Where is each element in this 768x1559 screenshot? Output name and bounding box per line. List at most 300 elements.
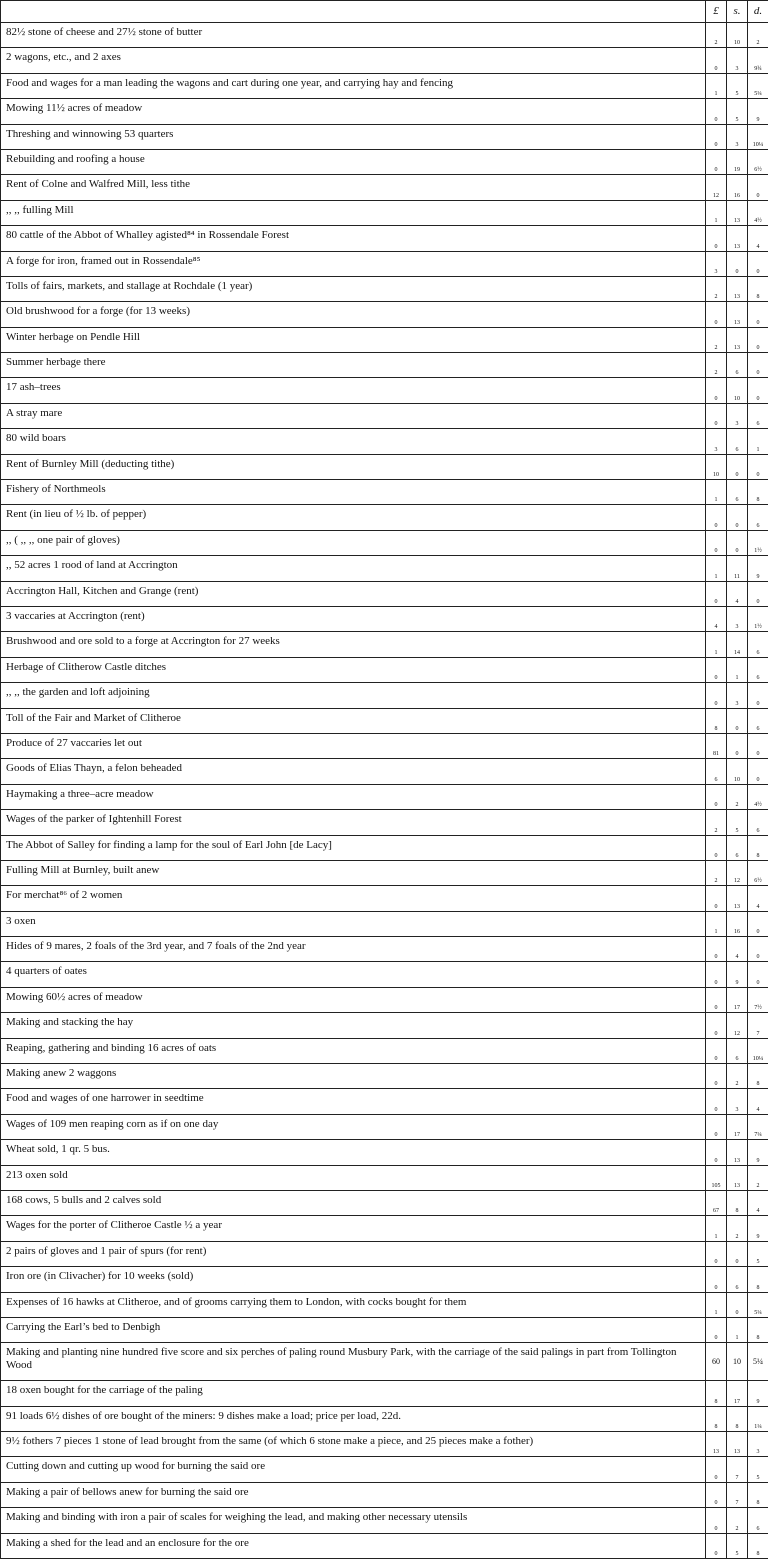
item-cell: ,, ( ,, ,, one pair of gloves) — [1, 530, 706, 555]
item-cell: 213 oxen sold — [1, 1165, 706, 1190]
pence-cell: 0 — [748, 378, 768, 403]
table-row — [1, 1406, 768, 1431]
pence-cell: 5¼ — [748, 73, 768, 98]
pounds-cell: 0 — [706, 1482, 727, 1507]
pounds-cell: 1 — [706, 632, 727, 657]
pence-cell: 0 — [748, 353, 768, 378]
item-cell: Rent of Burnley Mill (deducting tithe) — [1, 454, 706, 479]
shillings-cell: 1 — [727, 1317, 748, 1342]
item-cell: 2 pairs of gloves and 1 pair of spurs (for rent) — [1, 1241, 706, 1266]
item-cell: 168 cows, 5 bulls and 2 calves sold — [1, 1190, 706, 1215]
shillings-cell: 6 — [727, 480, 748, 505]
item-cell: Making and stacking the hay — [1, 1013, 706, 1038]
table-row — [1, 1317, 768, 1342]
table-row — [1, 759, 768, 784]
table-row — [1, 454, 768, 479]
table-row — [1, 1038, 768, 1063]
shillings-cell: 0 — [727, 530, 748, 555]
table-body — [1, 23, 768, 1559]
shillings-cell: 16 — [727, 175, 748, 200]
table-row — [1, 962, 768, 987]
item-cell: Making and planting nine hundred five score and six perches of paling round Musbury Park, with the carriage of the said palings in part from Tollington Wood — [1, 1343, 706, 1381]
pence-cell: 8 — [748, 1267, 768, 1292]
item-cell: Rebuilding and roofing a house — [1, 149, 706, 174]
table-row — [1, 429, 768, 454]
table-row — [1, 1533, 768, 1558]
pounds-cell: 0 — [706, 1114, 727, 1139]
table-row — [1, 1190, 768, 1215]
table-row — [1, 378, 768, 403]
item-cell: Food and wages of one harrower in seedtime — [1, 1089, 706, 1114]
header-shillings: s. — [727, 1, 748, 23]
shillings-cell: 10 — [727, 1343, 748, 1381]
shillings-cell: 3 — [727, 48, 748, 73]
pence-cell: 5 — [748, 1457, 768, 1482]
pence-cell: 8 — [748, 1064, 768, 1089]
pence-cell: 1 — [748, 429, 768, 454]
pence-cell: 4 — [748, 1190, 768, 1215]
pounds-cell: 0 — [706, 403, 727, 428]
pence-cell: 9 — [748, 1381, 768, 1406]
pounds-cell: 0 — [706, 1064, 727, 1089]
item-cell: Produce of 27 vaccaries let out — [1, 733, 706, 758]
pounds-cell: 0 — [706, 1457, 727, 1482]
shillings-cell: 0 — [727, 505, 748, 530]
pounds-cell: 12 — [706, 175, 727, 200]
item-cell: Hides of 9 mares, 2 foals of the 3rd year, and 7 foals of the 2nd year — [1, 937, 706, 962]
item-cell: Summer herbage there — [1, 353, 706, 378]
pounds-cell: 0 — [706, 1089, 727, 1114]
item-cell: 2 wagons, etc., and 2 axes — [1, 48, 706, 73]
shillings-cell: 0 — [727, 454, 748, 479]
item-cell: Brushwood and ore sold to a forge at Accrington for 27 weeks — [1, 632, 706, 657]
item-cell: Wages for the porter of Clitheroe Castle ½ a year — [1, 1216, 706, 1241]
pounds-cell: 2 — [706, 276, 727, 301]
item-cell: Making a pair of bellows anew for burning the said ore — [1, 1482, 706, 1507]
table-row — [1, 1241, 768, 1266]
table-row — [1, 886, 768, 911]
pounds-cell: 81 — [706, 733, 727, 758]
pence-cell: 6 — [748, 632, 768, 657]
table-row — [1, 860, 768, 885]
shillings-cell: 13 — [727, 200, 748, 225]
item-cell: Mowing 11½ acres of meadow — [1, 99, 706, 124]
pounds-cell: 13 — [706, 1432, 727, 1457]
pounds-cell: 0 — [706, 937, 727, 962]
item-cell: Wages of the parker of Ightenhill Forest — [1, 810, 706, 835]
table-row — [1, 327, 768, 352]
item-cell: The Abbot of Salley for finding a lamp for the soul of Earl John [de Lacy] — [1, 835, 706, 860]
pounds-cell: 0 — [706, 99, 727, 124]
pence-cell: 6 — [748, 403, 768, 428]
pence-cell: 1¼ — [748, 1406, 768, 1431]
item-cell: Threshing and winnowing 53 quarters — [1, 124, 706, 149]
shillings-cell: 0 — [727, 251, 748, 276]
shillings-cell: 5 — [727, 99, 748, 124]
shillings-cell: 13 — [727, 1432, 748, 1457]
pounds-cell: 4 — [706, 606, 727, 631]
shillings-cell: 11 — [727, 556, 748, 581]
shillings-cell: 13 — [727, 226, 748, 251]
pounds-cell: 0 — [706, 886, 727, 911]
table-row — [1, 175, 768, 200]
shillings-cell: 2 — [727, 1064, 748, 1089]
item-cell: 80 wild boars — [1, 429, 706, 454]
pounds-cell: 8 — [706, 708, 727, 733]
pounds-cell: 0 — [706, 48, 727, 73]
shillings-cell: 6 — [727, 1038, 748, 1063]
table-row — [1, 1216, 768, 1241]
item-cell: ,, 52 acres 1 rood of land at Accrington — [1, 556, 706, 581]
pence-cell: 9 — [748, 99, 768, 124]
shillings-cell: 17 — [727, 1114, 748, 1139]
shillings-cell: 13 — [727, 327, 748, 352]
pence-cell: 5¼ — [748, 1292, 768, 1317]
pounds-cell: 1 — [706, 200, 727, 225]
table-row — [1, 581, 768, 606]
item-cell: ,, ,, the garden and loft adjoining — [1, 683, 706, 708]
pounds-cell: 0 — [706, 1038, 727, 1063]
item-cell: Making and binding with iron a pair of scales for weighing the lead, and making other necessary utensils — [1, 1508, 706, 1533]
pounds-cell: 6 — [706, 759, 727, 784]
shillings-cell: 7 — [727, 1457, 748, 1482]
shillings-cell: 17 — [727, 987, 748, 1012]
pounds-cell: 0 — [706, 124, 727, 149]
shillings-cell: 9 — [727, 962, 748, 987]
pence-cell: 9 — [748, 556, 768, 581]
item-cell: Goods of Elias Thayn, a felon beheaded — [1, 759, 706, 784]
pounds-cell: 1 — [706, 480, 727, 505]
item-cell: Fishery of Northmeols — [1, 480, 706, 505]
table-row — [1, 733, 768, 758]
item-cell: 82½ stone of cheese and 27½ stone of butter — [1, 23, 706, 48]
table-row — [1, 810, 768, 835]
shillings-cell: 12 — [727, 860, 748, 885]
pence-cell: 0 — [748, 733, 768, 758]
pence-cell: 8 — [748, 1482, 768, 1507]
table-row — [1, 48, 768, 73]
pounds-cell: 8 — [706, 1381, 727, 1406]
pence-cell: 8 — [748, 276, 768, 301]
pounds-cell: 0 — [706, 657, 727, 682]
pence-cell: 6 — [748, 1508, 768, 1533]
table-row — [1, 200, 768, 225]
pence-cell: 10¼ — [748, 1038, 768, 1063]
header-pence: d. — [748, 1, 768, 23]
item-cell: For merchat⁸⁶ of 2 women — [1, 886, 706, 911]
table-row — [1, 835, 768, 860]
table-row — [1, 1482, 768, 1507]
table-row — [1, 1064, 768, 1089]
shillings-cell: 17 — [727, 1381, 748, 1406]
table-row — [1, 1089, 768, 1114]
shillings-cell: 3 — [727, 124, 748, 149]
table-row — [1, 276, 768, 301]
table-row — [1, 403, 768, 428]
shillings-cell: 13 — [727, 886, 748, 911]
item-cell: Accrington Hall, Kitchen and Grange (rent) — [1, 581, 706, 606]
pence-cell: 6 — [748, 505, 768, 530]
table-row — [1, 1343, 768, 1381]
table-row — [1, 1165, 768, 1190]
shillings-cell: 0 — [727, 1241, 748, 1266]
table-row — [1, 1140, 768, 1165]
pence-cell: 4½ — [748, 200, 768, 225]
pounds-cell: 60 — [706, 1343, 727, 1381]
pence-cell: 8 — [748, 1533, 768, 1558]
pence-cell: 6½ — [748, 149, 768, 174]
table-row — [1, 505, 768, 530]
shillings-cell: 5 — [727, 73, 748, 98]
item-cell: Toll of the Fair and Market of Clitheroe — [1, 708, 706, 733]
shillings-cell: 4 — [727, 581, 748, 606]
pence-cell: 0 — [748, 251, 768, 276]
item-cell: Wheat sold, 1 qr. 5 bus. — [1, 1140, 706, 1165]
table-row — [1, 1508, 768, 1533]
pounds-cell: 2 — [706, 23, 727, 48]
item-cell: 3 vaccaries at Accrington (rent) — [1, 606, 706, 631]
item-cell: 17 ash–trees — [1, 378, 706, 403]
pounds-cell: 1 — [706, 73, 727, 98]
item-cell: 4 quarters of oates — [1, 962, 706, 987]
table-row — [1, 606, 768, 631]
table-row — [1, 251, 768, 276]
table-row — [1, 353, 768, 378]
pounds-cell: 0 — [706, 1267, 727, 1292]
pence-cell: 4 — [748, 1089, 768, 1114]
pence-cell: 9 — [748, 1140, 768, 1165]
shillings-cell: 2 — [727, 1508, 748, 1533]
shillings-cell: 0 — [727, 733, 748, 758]
pence-cell: 10¼ — [748, 124, 768, 149]
shillings-cell: 2 — [727, 1216, 748, 1241]
table-row — [1, 987, 768, 1012]
pounds-cell: 0 — [706, 1533, 727, 1558]
shillings-cell: 13 — [727, 1165, 748, 1190]
item-cell: Making anew 2 waggons — [1, 1064, 706, 1089]
pence-cell: 7½ — [748, 987, 768, 1012]
table-row — [1, 302, 768, 327]
pence-cell: 1½ — [748, 606, 768, 631]
pounds-cell: 0 — [706, 530, 727, 555]
pence-cell: 2 — [748, 1165, 768, 1190]
pounds-cell: 1 — [706, 911, 727, 936]
pence-cell: 0 — [748, 937, 768, 962]
pounds-cell: 0 — [706, 505, 727, 530]
shillings-cell: 4 — [727, 937, 748, 962]
pence-cell: 8 — [748, 1317, 768, 1342]
shillings-cell: 14 — [727, 632, 748, 657]
table-row — [1, 683, 768, 708]
pence-cell: 6 — [748, 708, 768, 733]
pounds-cell: 0 — [706, 683, 727, 708]
pounds-cell: 0 — [706, 378, 727, 403]
pounds-cell: 0 — [706, 987, 727, 1012]
header-item — [1, 1, 706, 23]
item-cell: Reaping, gathering and binding 16 acres of oats — [1, 1038, 706, 1063]
pence-cell: 3 — [748, 1432, 768, 1457]
table-row — [1, 226, 768, 251]
shillings-cell: 13 — [727, 1140, 748, 1165]
shillings-cell: 5 — [727, 810, 748, 835]
item-cell: Tolls of fairs, markets, and stallage at Rochdale (1 year) — [1, 276, 706, 301]
pence-cell: 1½ — [748, 530, 768, 555]
table-row — [1, 1457, 768, 1482]
shillings-cell: 7 — [727, 1482, 748, 1507]
table-row — [1, 1114, 768, 1139]
pence-cell: 0 — [748, 911, 768, 936]
pounds-cell: 0 — [706, 962, 727, 987]
shillings-cell: 3 — [727, 1089, 748, 1114]
shillings-cell: 0 — [727, 708, 748, 733]
item-cell: Making a shed for the lead and an enclosure for the ore — [1, 1533, 706, 1558]
table-row — [1, 632, 768, 657]
pence-cell: 2 — [748, 23, 768, 48]
item-cell: Expenses of 16 hawks at Clitheroe, and of grooms carrying them to London, with cocks bought for them — [1, 1292, 706, 1317]
pounds-cell: 0 — [706, 581, 727, 606]
item-cell: ,, ,, fulling Mill — [1, 200, 706, 225]
item-cell: Haymaking a three–acre meadow — [1, 784, 706, 809]
item-cell: Rent (in lieu of ½ lb. of pepper) — [1, 505, 706, 530]
header-pounds: £ — [706, 1, 727, 23]
table-row — [1, 1381, 768, 1406]
shillings-cell: 8 — [727, 1406, 748, 1431]
pounds-cell: 3 — [706, 251, 727, 276]
pence-cell: 7 — [748, 1013, 768, 1038]
pence-cell: 0 — [748, 454, 768, 479]
shillings-cell: 3 — [727, 606, 748, 631]
item-cell: 80 cattle of the Abbot of Whalley agisted⁸⁴ in Rossendale Forest — [1, 226, 706, 251]
shillings-cell: 1 — [727, 657, 748, 682]
item-cell: 91 loads 6½ dishes of ore bought of the miners: 9 dishes make a load; price per load, 22d. — [1, 1406, 706, 1431]
shillings-cell: 10 — [727, 23, 748, 48]
shillings-cell: 5 — [727, 1533, 748, 1558]
table-row — [1, 149, 768, 174]
table-row — [1, 937, 768, 962]
shillings-cell: 3 — [727, 683, 748, 708]
pence-cell: 9 — [748, 1216, 768, 1241]
table-row — [1, 99, 768, 124]
item-cell: Winter herbage on Pendle Hill — [1, 327, 706, 352]
pence-cell: 0 — [748, 175, 768, 200]
shillings-cell: 19 — [727, 149, 748, 174]
shillings-cell: 10 — [727, 378, 748, 403]
pounds-cell: 3 — [706, 429, 727, 454]
pence-cell: 0 — [748, 302, 768, 327]
pounds-cell: 2 — [706, 353, 727, 378]
table-row — [1, 708, 768, 733]
item-cell: Food and wages for a man leading the wagons and cart during one year, and carrying hay and fencing — [1, 73, 706, 98]
table-row — [1, 23, 768, 48]
item-cell: Cutting down and cutting up wood for burning the said ore — [1, 1457, 706, 1482]
pence-cell: 7¼ — [748, 1114, 768, 1139]
shillings-cell: 6 — [727, 835, 748, 860]
table-row — [1, 1267, 768, 1292]
shillings-cell: 12 — [727, 1013, 748, 1038]
shillings-cell: 2 — [727, 784, 748, 809]
pence-cell: 0 — [748, 962, 768, 987]
pence-cell: 0 — [748, 327, 768, 352]
pence-cell: 4½ — [748, 784, 768, 809]
table-row — [1, 911, 768, 936]
pence-cell: 0 — [748, 759, 768, 784]
pounds-cell: 0 — [706, 1508, 727, 1533]
pence-cell: 8 — [748, 835, 768, 860]
pence-cell: 0 — [748, 581, 768, 606]
pounds-cell: 0 — [706, 1013, 727, 1038]
item-cell: Herbage of Clitherow Castle ditches — [1, 657, 706, 682]
pounds-cell: 1 — [706, 1216, 727, 1241]
shillings-cell: 6 — [727, 1267, 748, 1292]
table-row — [1, 1292, 768, 1317]
table-row — [1, 784, 768, 809]
pence-cell: 6½ — [748, 860, 768, 885]
pounds-cell: 1 — [706, 556, 727, 581]
pounds-cell: 0 — [706, 1241, 727, 1266]
item-cell: 3 oxen — [1, 911, 706, 936]
shillings-cell: 6 — [727, 429, 748, 454]
pounds-cell: 0 — [706, 149, 727, 174]
item-cell: Fulling Mill at Burnley, built anew — [1, 860, 706, 885]
pounds-cell: 0 — [706, 302, 727, 327]
pounds-cell: 105 — [706, 1165, 727, 1190]
shillings-cell: 6 — [727, 353, 748, 378]
shillings-cell: 0 — [727, 1292, 748, 1317]
pence-cell: 6 — [748, 810, 768, 835]
pence-cell: 9¾ — [748, 48, 768, 73]
pounds-cell: 67 — [706, 1190, 727, 1215]
table-row — [1, 556, 768, 581]
shillings-cell: 16 — [727, 911, 748, 936]
item-cell: Mowing 60½ acres of meadow — [1, 987, 706, 1012]
pence-cell: 5¼ — [748, 1343, 768, 1381]
pounds-cell: 10 — [706, 454, 727, 479]
item-cell: 18 oxen bought for the carriage of the paling — [1, 1381, 706, 1406]
item-cell: Carrying the Earl’s bed to Denbigh — [1, 1317, 706, 1342]
table-row — [1, 480, 768, 505]
pounds-cell: 0 — [706, 1317, 727, 1342]
item-cell: 9½ fothers 7 pieces 1 stone of lead brought from the same (of which 6 stone make a piece, and 25 pieces make a fother) — [1, 1432, 706, 1457]
item-cell: A forge for iron, framed out in Rossendale⁸⁵ — [1, 251, 706, 276]
shillings-cell: 3 — [727, 403, 748, 428]
table-row — [1, 1013, 768, 1038]
table-row — [1, 124, 768, 149]
pounds-cell: 8 — [706, 1406, 727, 1431]
shillings-cell: 8 — [727, 1190, 748, 1215]
table-row — [1, 657, 768, 682]
pounds-cell: 2 — [706, 327, 727, 352]
header-row — [1, 1, 768, 23]
shillings-cell: 10 — [727, 759, 748, 784]
pounds-cell: 0 — [706, 226, 727, 251]
pounds-cell: 0 — [706, 1140, 727, 1165]
pence-cell: 5 — [748, 1241, 768, 1266]
pence-cell: 4 — [748, 886, 768, 911]
pounds-cell: 2 — [706, 860, 727, 885]
pounds-cell: 0 — [706, 784, 727, 809]
pounds-cell: 0 — [706, 835, 727, 860]
pounds-cell: 2 — [706, 810, 727, 835]
shillings-cell: 13 — [727, 276, 748, 301]
pence-cell: 8 — [748, 480, 768, 505]
pence-cell: 0 — [748, 683, 768, 708]
pence-cell: 4 — [748, 226, 768, 251]
item-cell: Old brushwood for a forge (for 13 weeks) — [1, 302, 706, 327]
item-cell: Wages of 109 men reaping corn as if on one day — [1, 1114, 706, 1139]
pence-cell: 6 — [748, 657, 768, 682]
table-row — [1, 1432, 768, 1457]
table-row — [1, 73, 768, 98]
